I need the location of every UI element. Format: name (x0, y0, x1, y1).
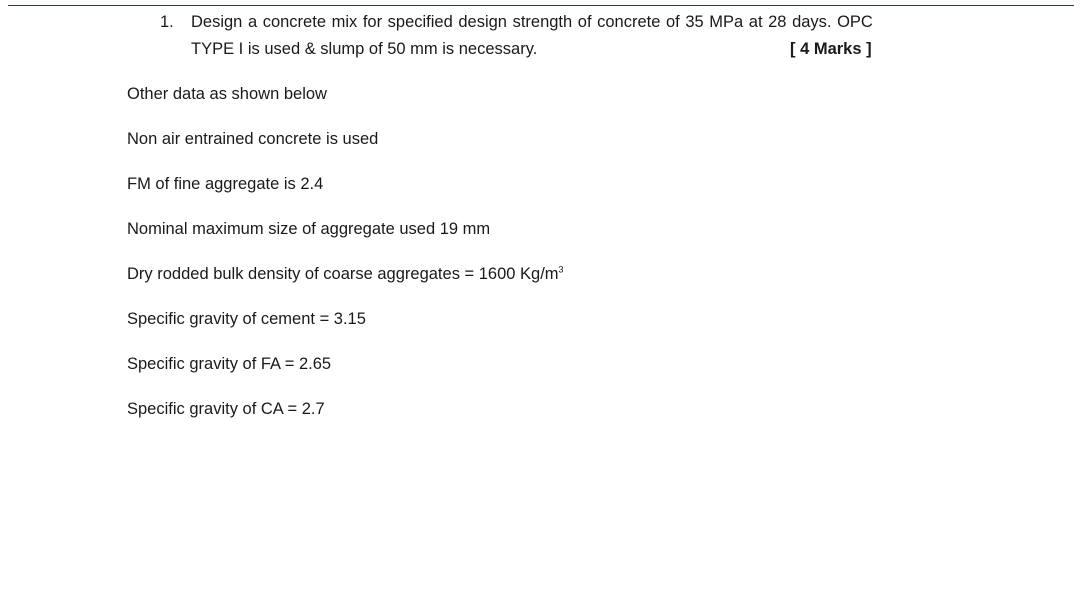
data-line-sg-coarse-aggregate: Specific gravity of CA = 2.7 (127, 400, 325, 418)
top-divider (8, 5, 1074, 6)
data-line-fineness-modulus: FM of fine aggregate is 2.4 (127, 175, 324, 193)
question-number: 1. (160, 13, 174, 31)
data-line-sg-cement: Specific gravity of cement = 3.15 (127, 310, 366, 328)
data-line-intro: Other data as shown below (127, 85, 327, 103)
data-line-max-aggregate-size: Nominal maximum size of aggregate used 19 mm (127, 220, 491, 238)
marks-label: [ 4 Marks ] (790, 40, 872, 58)
bulk-density-text: Dry rodded bulk density of coarse aggregates = 1600 Kg/m (127, 265, 559, 283)
data-line-bulk-density (127, 265, 564, 284)
data-line-sg-fine-aggregate: Specific gravity of FA = 2.65 (127, 355, 332, 373)
question-text-line-1: Design a concrete mix for specified design strength of concrete of 35 MPa at 28 days. OPC (191, 13, 873, 31)
cubic-superscript: 3 (558, 264, 564, 275)
data-line-air-entrainment: Non air entrained concrete is used (127, 130, 379, 148)
question-text-line-2: TYPE I is used & slump of 50 mm is necessary. (191, 40, 538, 58)
